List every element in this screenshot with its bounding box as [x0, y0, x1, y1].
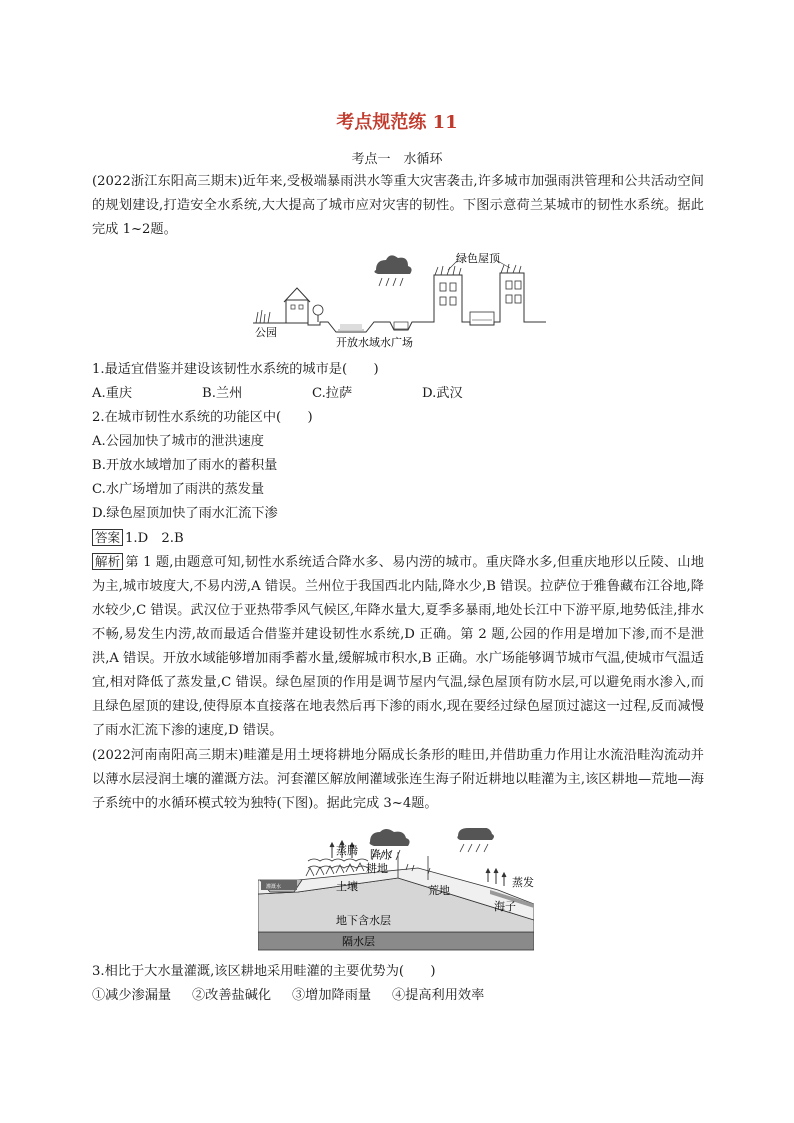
label-canal: 灌溉水 — [266, 884, 282, 890]
question-1-options — [92, 382, 532, 406]
question-1-stem: 1.最适宜借鉴并建设该韧性水系统的城市是( ) — [92, 362, 379, 377]
farmland-wasteland-lake-figure — [258, 828, 534, 952]
q1-option-b: B.兰州 — [202, 386, 243, 401]
question-3-stem: 3.相比于大水量灌溉,该区耕地采用畦灌的主要优势为( ) — [92, 964, 436, 979]
q2-option-b: B.开放水域增加了雨水的蓄积量 — [92, 458, 278, 473]
page-title: 考点规范练 11 — [336, 112, 458, 133]
label-park: 公园 — [255, 326, 277, 339]
label-aquifer: 地下含水层 — [336, 914, 391, 927]
answer-line — [92, 526, 184, 551]
q1-option-c: C.拉萨 — [312, 386, 353, 401]
resilient-water-system-figure — [248, 250, 548, 350]
analysis-paragraph — [92, 550, 704, 743]
q1-option-d: D.武汉 — [422, 386, 463, 401]
label-water-plaza: 水广场 — [380, 336, 413, 349]
section-subtitle: 考点一 水循环 — [351, 152, 443, 167]
label-lake: 海子 — [494, 900, 516, 913]
q3-option-2: ②改善盐碱化 — [192, 988, 272, 1003]
label-open-water: 开放水域 — [336, 336, 380, 349]
label-precipitation: 降水 — [370, 848, 392, 861]
label-aquiclude: 隔水层 — [342, 935, 375, 948]
label-farmland: 耕地 — [366, 862, 388, 875]
q3-option-4: ④提高利用效率 — [392, 988, 485, 1003]
question-3-options — [92, 984, 502, 1008]
analysis-tag: 解析 — [92, 553, 123, 570]
q2-option-a: A.公园加快了城市的泄洪速度 — [92, 434, 264, 449]
label-evaporation: 蒸发 — [512, 876, 534, 889]
label-green-roof: 绿色屋顶 — [456, 252, 500, 265]
question-2-stem: 2.在城市韧性水系统的功能区中( ) — [92, 410, 313, 425]
answer-tag: 答案 — [92, 529, 123, 546]
q3-option-3: ③增加降雨量 — [292, 988, 372, 1003]
analysis-text: 第 1 题,由题意可知,韧性水系统适合降水多、易内涝的城市。重庆降水多,但重庆地形以丘陵、山地为主,城市坡度大,不易内涝,A 错误。兰州位于我国西北内陆,降水少,B 错误。拉萨位于雅鲁藏布江谷地,降水较少,C 错误。武汉位于亚热带季风气候区,年降水量大,夏季多暴雨,地处长江中下游平原,地势低洼,排水不畅,易发生内涝,故而最适合借鉴并建设韧性水系统,D 正确。第 2 题,公园的作用是增加下渗,而不是泄洪,A 错误。开放水域能够增加雨季蓄水量,缓解城市积水,B 正确。水广场能够调节城市气温,使城市气温适宜,相对降低了蒸发量,C 错误。绿色屋顶的作用是调节屋内气温,绿色屋顶有防水层,可以避免雨水渗入,而且绿色屋顶的建设,使得原本直接落在地表然后再下渗的雨水,现在要经过绿色屋顶过滤这一过程,反而减慢了雨水汇流下渗的速度,D 错误。 — [92, 555, 704, 738]
q2-option-d: D.绿色屋顶加快了雨水汇流下渗 — [92, 506, 278, 521]
q2-option-c: C.水广场增加了雨洪的蒸发量 — [92, 482, 265, 497]
label-soil: 土壤 — [336, 880, 358, 893]
answer-text: 1.D 2.B — [125, 531, 184, 546]
intro-paragraph-1: (2022浙江东阳高三期末)近年来,受极端暴雨洪水等重大灾害袭击,许多城市加强雨洪管理和公共活动空间的规划建设,打造安全水系统,大大提高了城市应对灾害的韧性。下图示意荷兰某城市的韧性水系统。据此完成 1~2题。 — [92, 174, 704, 237]
intro-paragraph-2: (2022河南南阳高三期末)畦灌是用土埂将耕地分隔成长条形的畦田,并借助重力作用让水流沿畦沟流动并以薄水层浸润土壤的灌溉方法。河套灌区解放闸灌域张连生海子附近耕地以畦灌为主,该区耕地—荒地—海子系统中的水循环模式较为独特(下图)。据此完成 3~4题。 — [92, 748, 704, 811]
q1-option-a: A.重庆 — [92, 386, 133, 401]
q3-option-1: ①减少渗漏量 — [92, 988, 172, 1003]
label-wasteland: 荒地 — [428, 884, 450, 897]
label-transpiration: 蒸腾 — [336, 844, 358, 857]
